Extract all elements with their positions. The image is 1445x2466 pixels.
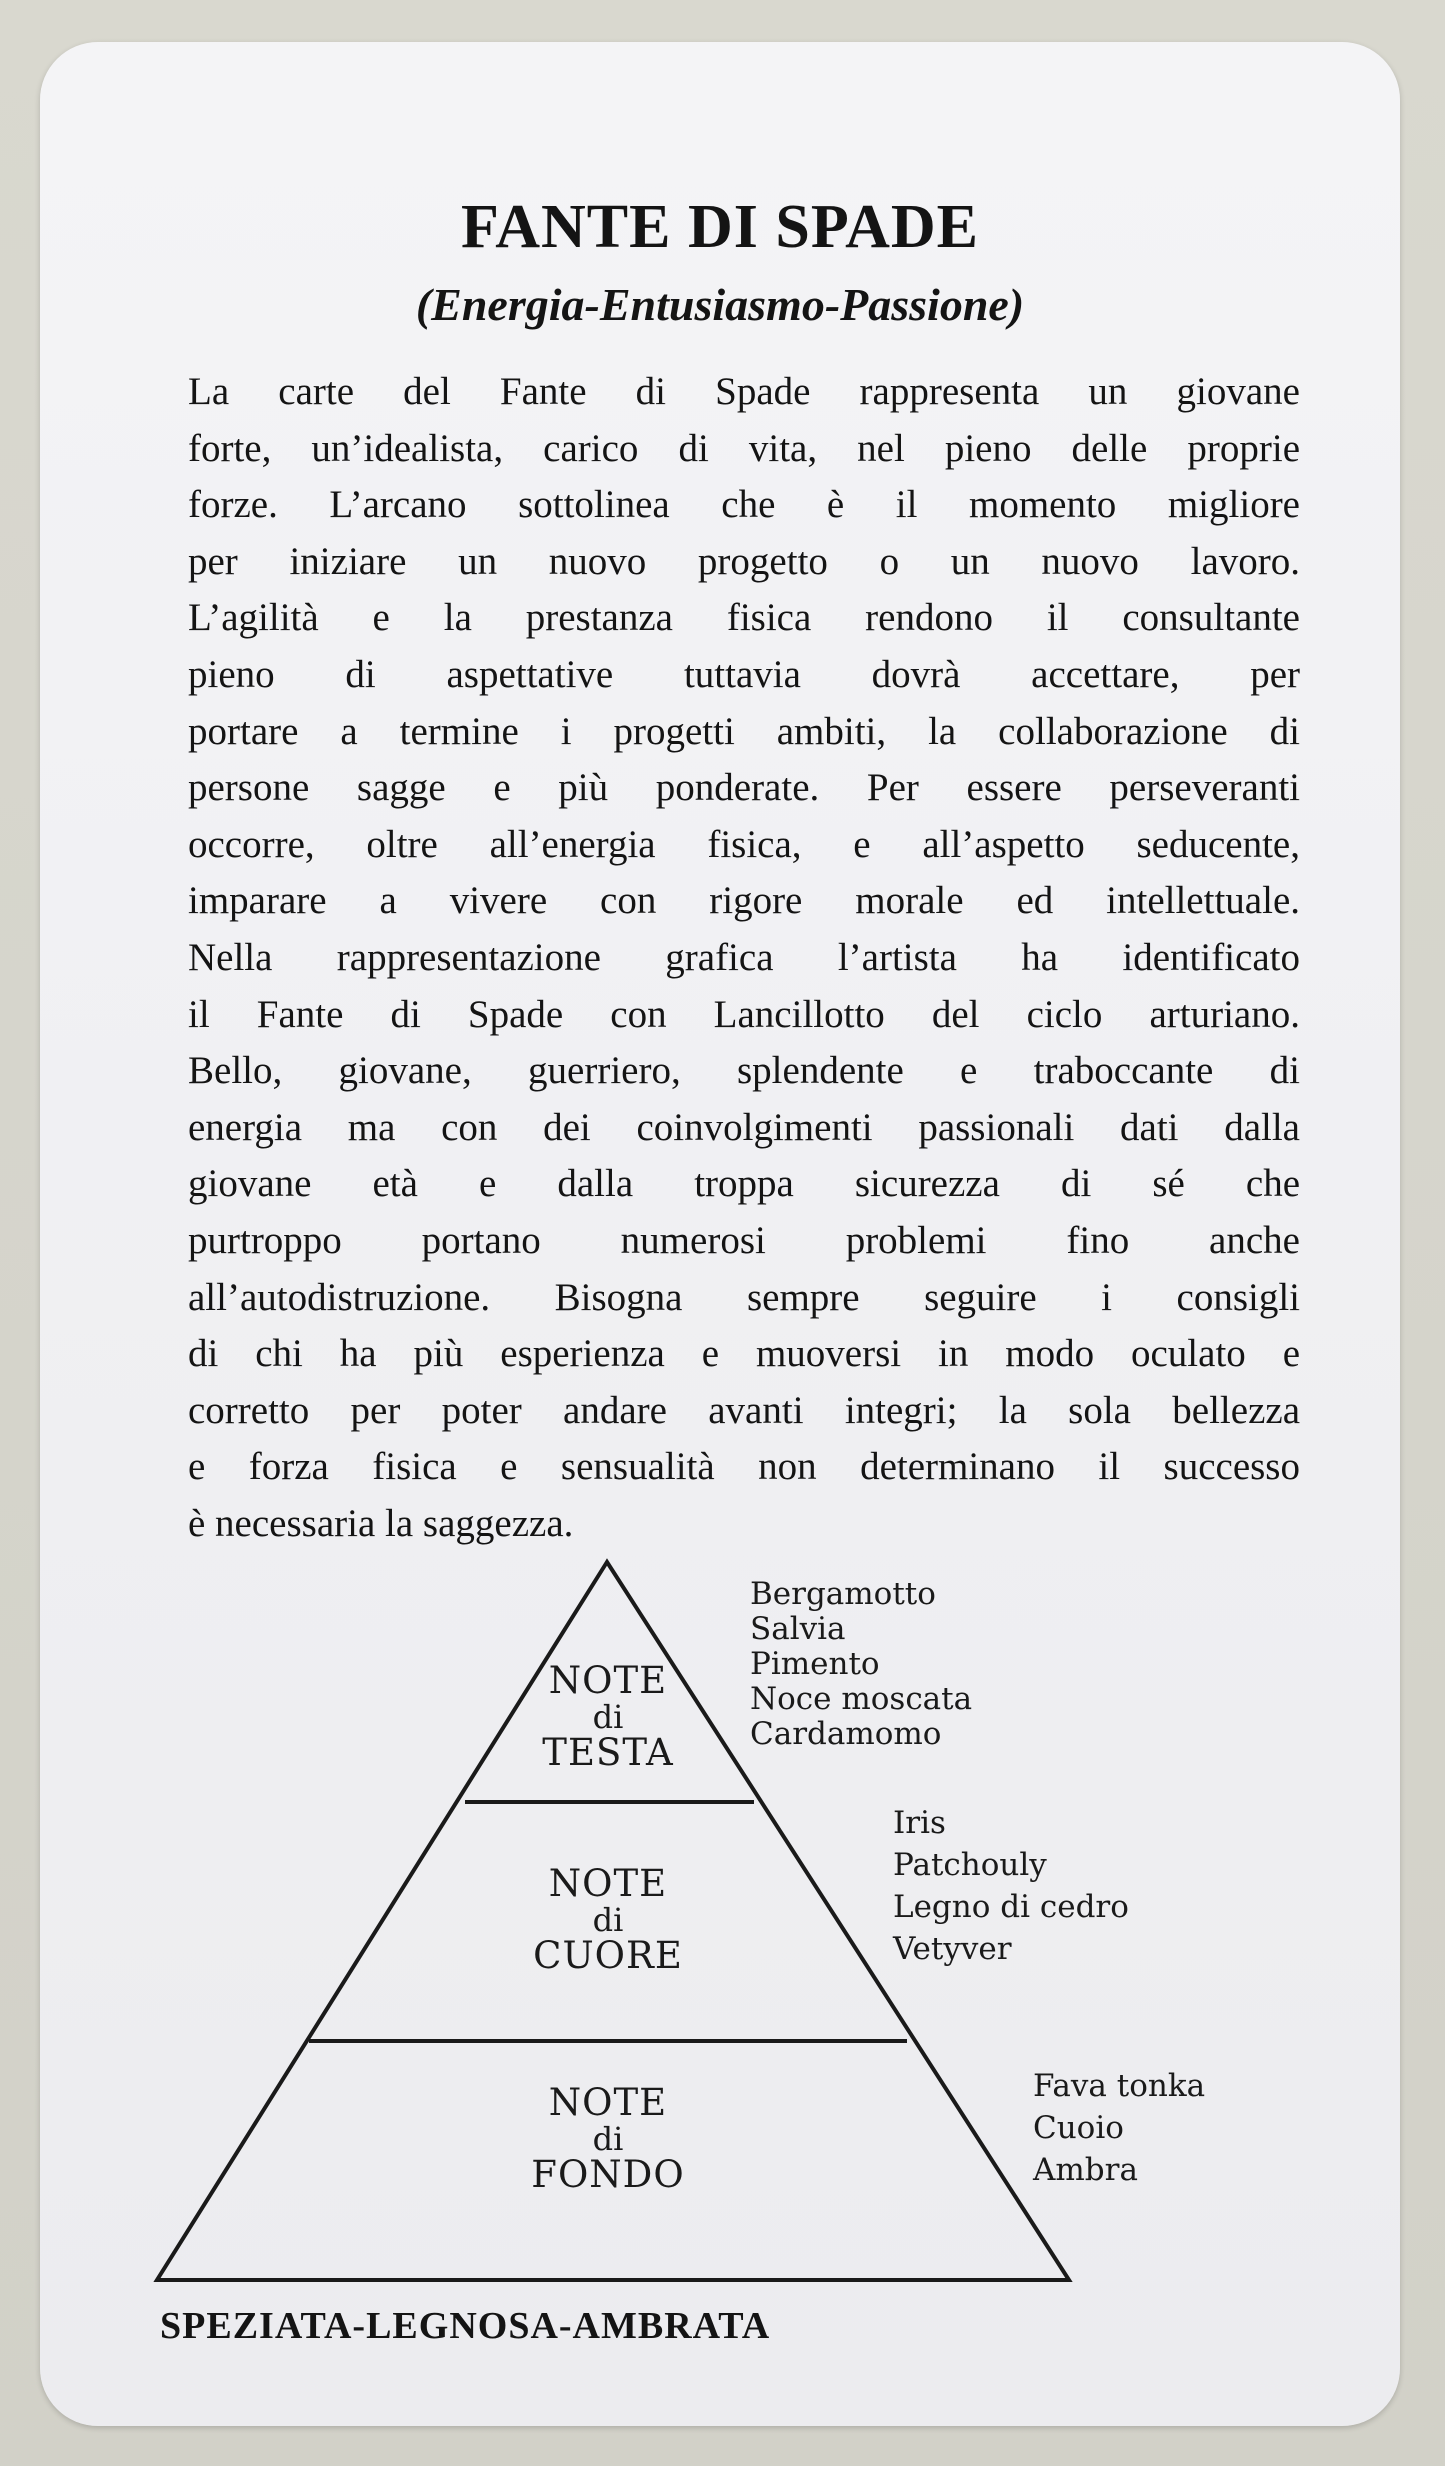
note-item: Salvia <box>750 1611 846 1647</box>
description-line: portare a termine i progetti ambiti, la collaborazione di <box>188 709 1300 753</box>
note-item: Fava tonka <box>1033 2068 1206 2104</box>
description-line: purtroppo portano numerosi problemi fino anche <box>188 1218 1300 1262</box>
tier-middle-connector: di <box>592 1900 624 1939</box>
description-line: per iniziare un nuovo progetto o un nuovo lavoro. <box>188 539 1300 583</box>
note-item: Iris <box>893 1805 946 1841</box>
card-subtitle: (Energia-Entusiasmo-Passione) <box>415 279 1025 330</box>
tier-label-middle <box>510 1862 706 1978</box>
notes-list-middle <box>893 1802 1129 1970</box>
tier-top-name: TESTA <box>542 1731 674 1775</box>
note-item: Bergamotto <box>750 1576 936 1612</box>
description-line: giovane età e dalla troppa sicurezza di sé che <box>188 1162 1300 1206</box>
description-line: persone sagge e più ponderate. Per essere perseveranti <box>188 766 1300 810</box>
note-item: Ambra <box>1033 2152 1138 2188</box>
tier-label-top <box>510 1659 706 1775</box>
description-line: La carte del Fante di Spade rappresenta un giovane <box>188 370 1300 413</box>
description-line: corretto per poter andare avanti integri; la sola bellezza <box>188 1388 1300 1432</box>
tier-bottom-connector: di <box>592 2119 624 2158</box>
description-line: il Fante di Spade con Lancillotto del ciclo arturiano. <box>188 992 1300 1036</box>
notes-list-bottom <box>1033 2065 1205 2191</box>
tier-top-word: NOTE <box>548 1659 668 1702</box>
tier-middle-word: NOTE <box>548 1862 668 1905</box>
description-line: L’agilità e la prestanza fisica rendono il consultante <box>188 596 1300 640</box>
note-item: Legno di cedro <box>893 1889 1129 1925</box>
note-item: Cuoio <box>1033 2110 1124 2146</box>
description-line: energia ma con dei coinvolgimenti passionali dati dalla <box>188 1105 1300 1149</box>
tier-bottom-name: FONDO <box>531 2153 685 2197</box>
note-item: Noce moscata <box>750 1681 973 1717</box>
description-line: forte, un’idealista, carico di vita, nel pieno delle proprie <box>188 426 1300 470</box>
tier-middle-name: CUORE <box>533 1934 683 1978</box>
tier-top-connector: di <box>592 1697 624 1736</box>
description-line: all’autodistruzione. Bisogna sempre seguire i consigli <box>188 1275 1300 1319</box>
fragrance-family: SPEZIATA-LEGNOSA-AMBRATA <box>160 2305 771 2347</box>
note-item: Pimento <box>750 1646 880 1682</box>
notes-list-top <box>750 1577 972 1752</box>
description-line: e forza fisica e sensualità non determinano il successo <box>188 1445 1300 1489</box>
description-line: pieno di aspettative tuttavia dovrà accettare, per <box>188 652 1300 696</box>
description-line: imparare a vivere con rigore morale ed intellettuale. <box>188 879 1300 923</box>
description-line: Nella rappresentazione grafica l’artista ha identificato <box>188 935 1300 979</box>
note-item: Patchouly <box>893 1847 1047 1883</box>
description-line: Bello, giovane, guerriero, splendente e traboccante di <box>188 1049 1300 1093</box>
description-line: è necessaria la saggezza. <box>188 1501 574 1545</box>
note-item: Vetyver <box>893 1931 1012 1967</box>
tarot-card <box>40 42 1400 2426</box>
description-line: occorre, oltre all’energia fisica, e all’aspetto seducente, <box>188 822 1300 866</box>
tier-bottom-word: NOTE <box>548 2081 668 2124</box>
tier-label-bottom <box>510 2081 706 2197</box>
note-item: Cardamomo <box>750 1716 942 1752</box>
card-title: FANTE DI SPADE <box>460 193 980 261</box>
description-line: forze. L’arcano sottolinea che è il momento migliore <box>188 483 1300 527</box>
description-line: di chi ha più esperienza e muoversi in modo oculato e <box>188 1332 1300 1376</box>
